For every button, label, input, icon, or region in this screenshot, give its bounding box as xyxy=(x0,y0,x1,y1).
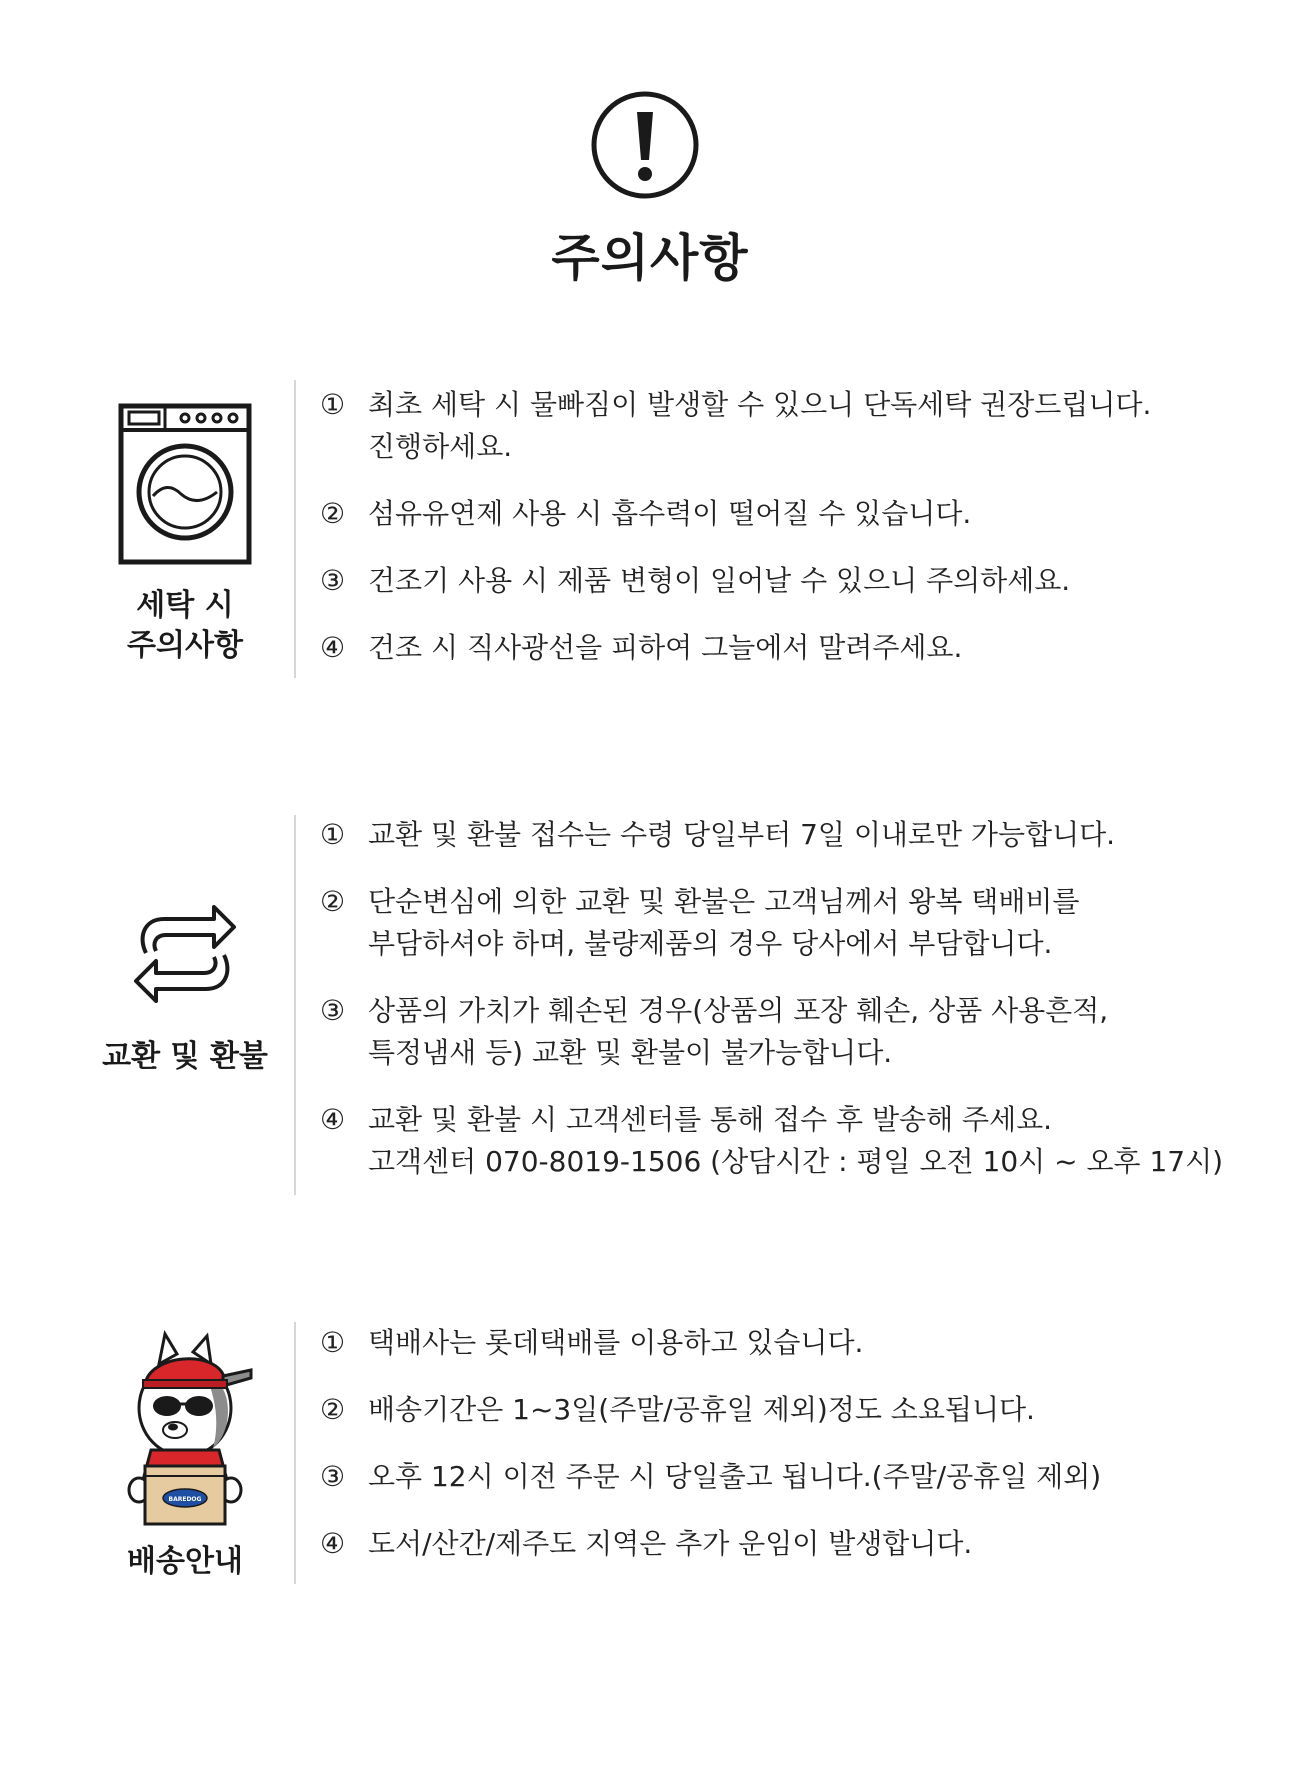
list-item xyxy=(320,990,1280,1074)
delivery-dog-mascot-icon xyxy=(115,1330,255,1526)
item-number: ④ xyxy=(320,631,346,664)
list-item xyxy=(320,1389,1280,1431)
item-number: ② xyxy=(320,885,346,918)
page-title: 주의사항 xyxy=(551,229,749,287)
item-number: ② xyxy=(320,1393,346,1426)
list-item xyxy=(320,384,1280,468)
item-text: 택배사는 롯데택배를 이용하고 있습니다. xyxy=(368,1326,864,1359)
item-number: ③ xyxy=(320,1460,346,1493)
shipping-side xyxy=(95,1330,275,1582)
washing-label: 세탁 시 주의사항 xyxy=(127,588,243,663)
list-item xyxy=(320,1456,1280,1498)
washing-side xyxy=(95,400,275,666)
item-number: ④ xyxy=(320,1527,346,1560)
washing-divider xyxy=(294,380,296,678)
item-number: ③ xyxy=(320,564,346,597)
washing-list xyxy=(320,384,1280,694)
washing-machine-icon xyxy=(115,400,255,568)
list-item xyxy=(320,1523,1280,1565)
exchange-arrows-icon xyxy=(130,895,240,1013)
item-text: 단순변심에 의한 교환 및 환불은 고객님께서 왕복 택배비를 부담하셔야 하며, 불량제품의 경우 당사에서 부담합니다. xyxy=(368,885,1080,960)
shipping-label: 배송안내 xyxy=(127,1544,243,1579)
list-item xyxy=(320,493,1280,535)
item-text: 오후 12시 이전 주문 시 당일출고 됩니다.(주말/공휴일 제외) xyxy=(368,1460,1102,1493)
item-number: ① xyxy=(320,1326,346,1359)
item-number: ② xyxy=(320,497,346,530)
item-text: 상품의 가치가 훼손된 경우(상품의 포장 훼손, 상품 사용흔적, 특정냄새 등) 교환 및 환불이 불가능합니다. xyxy=(368,994,1109,1069)
mascot-box-text: BAREDOG xyxy=(168,1496,202,1503)
list-item xyxy=(320,1322,1280,1364)
shipping-list xyxy=(320,1322,1280,1590)
list-item xyxy=(320,1099,1280,1183)
exchange-side xyxy=(95,895,275,1077)
item-text: 섬유유연제 사용 시 흡수력이 떨어질 수 있습니다. xyxy=(368,497,972,530)
item-number: ① xyxy=(320,388,346,421)
item-text: 최초 세탁 시 물빠짐이 발생할 수 있으니 단독세탁 권장드립니다. 진행하세요. xyxy=(368,388,1152,463)
item-number: ③ xyxy=(320,994,346,1027)
exchange-divider xyxy=(294,815,296,1195)
item-text: 도서/산간/제주도 지역은 추가 운임이 발생합니다. xyxy=(368,1527,973,1560)
list-item xyxy=(320,627,1280,669)
item-text: 배송기간은 1~3일(주말/공휴일 제외)정도 소요됩니다. xyxy=(368,1393,1035,1426)
list-item xyxy=(320,814,1280,856)
item-text: 교환 및 환불 접수는 수령 당일부터 7일 이내로만 가능합니다. xyxy=(368,818,1116,851)
item-number: ④ xyxy=(320,1103,346,1136)
item-text: 건조기 사용 시 제품 변형이 일어날 수 있으니 주의하세요. xyxy=(368,564,1071,597)
list-item xyxy=(320,881,1280,965)
item-text: 건조 시 직사광선을 피하여 그늘에서 말려주세요. xyxy=(368,631,963,664)
exclamation-circle-icon xyxy=(590,90,700,200)
exchange-list xyxy=(320,814,1280,1208)
exchange-label: 교환 및 환불 xyxy=(102,1039,268,1074)
list-item xyxy=(320,560,1280,602)
item-number: ① xyxy=(320,818,346,851)
shipping-divider xyxy=(294,1322,296,1584)
item-text: 교환 및 환불 시 고객센터를 통해 접수 후 발송해 주세요. 고객센터 070-8019-1506 (상담시간 : 평일 오전 10시 ~ 오후 17시) xyxy=(368,1103,1224,1178)
